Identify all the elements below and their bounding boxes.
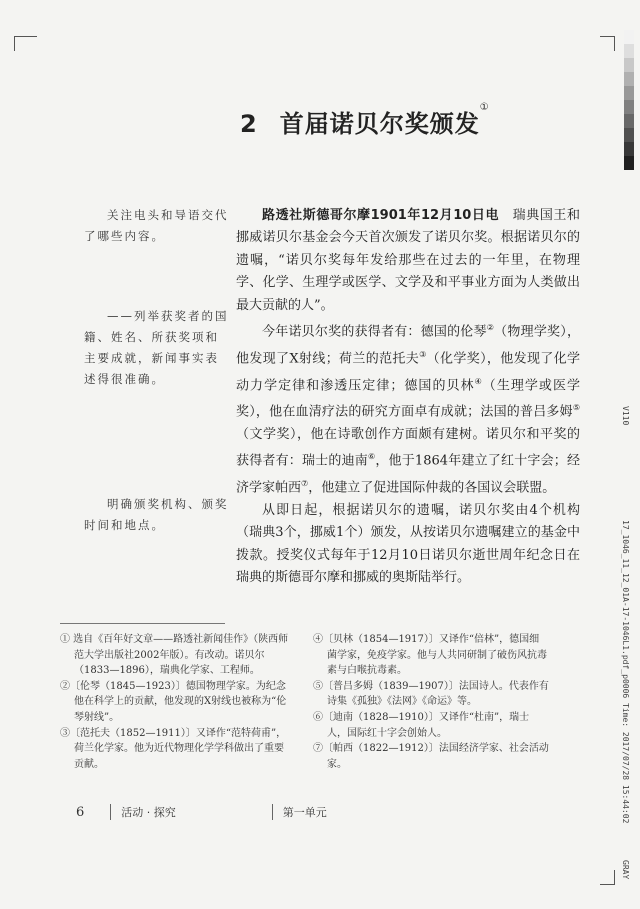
footnote-marker: ⑤ <box>572 403 580 413</box>
side-note-2: ——列举获奖者的国籍、姓名、所获奖项和主要成就，新闻事实表述得很准确。 <box>84 309 229 386</box>
footnote-4: ④〔贝林（1854—1917）〕又译作“倍林”，德国细菌学家，免疫学家。他与人共同研制了破伤风抗毒素与白喉抗毒素。 <box>313 634 547 677</box>
footnote-1: ① 选自《百年好文章——路透社新闻佳作》（陕西师范大学出版社2002年版）。有改动。诺贝尔（1833—1896），瑞典化学家、工程师。 <box>60 634 289 677</box>
footnote-2: ②〔伦琴（1845—1923）〕德国物理学家。为纪念他在科学上的贡献，他发现的X射线也被称为“伦琴射线”。 <box>60 680 287 723</box>
gray-swatch <box>624 58 634 72</box>
gray-swatch <box>624 72 634 86</box>
page-number: 6 <box>76 804 85 820</box>
footnote-marker: ⑦ <box>301 479 309 489</box>
footnote-3: ③〔范托夫（1852—1911）〕又译作“范特荷甫”，荷兰化学家。他为近代物理化学学科做出了重要贡献。 <box>60 727 287 770</box>
footnote-marker: ④ <box>474 376 483 386</box>
gray-swatch <box>624 30 634 44</box>
footnote-6: ⑥〔迪南（1828—1910）〕又译作“杜南”，瑞士人，国际红十字会创始人。 <box>313 711 530 739</box>
footnote-marker: ③ <box>419 349 427 359</box>
margin-gray-label: GRAY <box>621 860 630 880</box>
footer-divider <box>110 804 111 820</box>
gray-swatch <box>624 114 634 128</box>
gray-swatch <box>624 156 634 170</box>
title-text: 首届诺贝尔奖颁发 <box>279 110 480 138</box>
article-title <box>240 104 490 139</box>
title-footnote-marker: ① <box>479 102 490 113</box>
gray-swatch <box>624 100 634 114</box>
footnote-marker: ⑥ <box>367 452 376 462</box>
footnote-7: ⑦〔帕西（1822—1912）〕法国经济学家、社会活动家。 <box>313 743 549 770</box>
footnote-5: ⑤〔普吕多姆（1839—1907）〕法国诗人。代表作有诗集《孤独》《法网》《命运》等。 <box>313 680 549 708</box>
gray-swatch <box>624 44 634 58</box>
gray-swatch <box>624 128 634 142</box>
crop-mark <box>600 870 615 885</box>
lesson-number: 2 <box>240 110 258 138</box>
crop-mark <box>14 36 37 51</box>
footer-divider <box>272 804 273 820</box>
footnotes-right-column <box>313 632 549 772</box>
side-note-3: 明确颁奖机构、颁奖时间和地点。 <box>84 497 229 532</box>
gray-swatch <box>624 142 634 156</box>
footer-unit: 第一单元 <box>282 806 327 819</box>
paragraph-3: 从即日起，根据诺贝尔的遗嘱，诺贝尔奖由4个机构（瑞典3个，挪威1个）颁发，从按诺贝尔遗嘱建立的基金中拨款。授奖仪式每年于12月10日诺贝尔逝世周年纪念日在瑞典的斯德哥尔摩和挪威的奥斯陆举行。 <box>236 502 580 586</box>
dateline: 路透社斯德哥尔摩1901年12月10日电 <box>262 208 500 223</box>
crop-mark <box>600 36 615 51</box>
gray-scale-strip <box>624 30 634 170</box>
footnotes-left-column <box>60 632 290 772</box>
side-note-1: 关注电头和导语交代了哪些内容。 <box>84 208 229 243</box>
margin-file-code: 17_1046_11_12_01A-17-1046L1.pdf_p0006 Time: 2017/07/28 15:44:02 <box>621 520 630 824</box>
article-body <box>236 205 580 589</box>
page-footer <box>76 804 327 820</box>
footnote-marker: ② <box>486 323 495 333</box>
footnote-divider <box>60 623 225 624</box>
footer-section: 活动 · 探究 <box>121 806 176 819</box>
margin-version-code: V110 <box>621 406 630 426</box>
gray-swatch <box>624 86 634 100</box>
paragraph-2: 今年诺贝尔奖的获得者有：德国的伦琴②（物理学奖），他发现了X射线；荷兰的范托夫③（化学奖），他发现了化学动力学定律和渗透压定律；德国的贝林④（生理学或医学奖），他在血清疗法的研究方面卓有成就；法国的普吕多姆⑤（文学奖），他在诗歌创作方面颇有建树。诺贝尔和平奖的获得者有：瑞士的迪南⑥，他于1864年建立了红十字会；经济学家帕西⑦，他建立了促进国际仲裁的各国议会联盟。 <box>236 323 580 496</box>
paragraph-1: 路透社斯德哥尔摩1901年12月10日电 瑞典国王和挪威诺贝尔基金会今天首次颁发了诺贝尔奖。根据诺贝尔的遗嘱，“诺贝尔奖每年发给那些在过去的一年里，在物理学、化学、生理学或医学、文学及和平事业方面为人类做出最大贡献的人”。 <box>236 208 580 313</box>
